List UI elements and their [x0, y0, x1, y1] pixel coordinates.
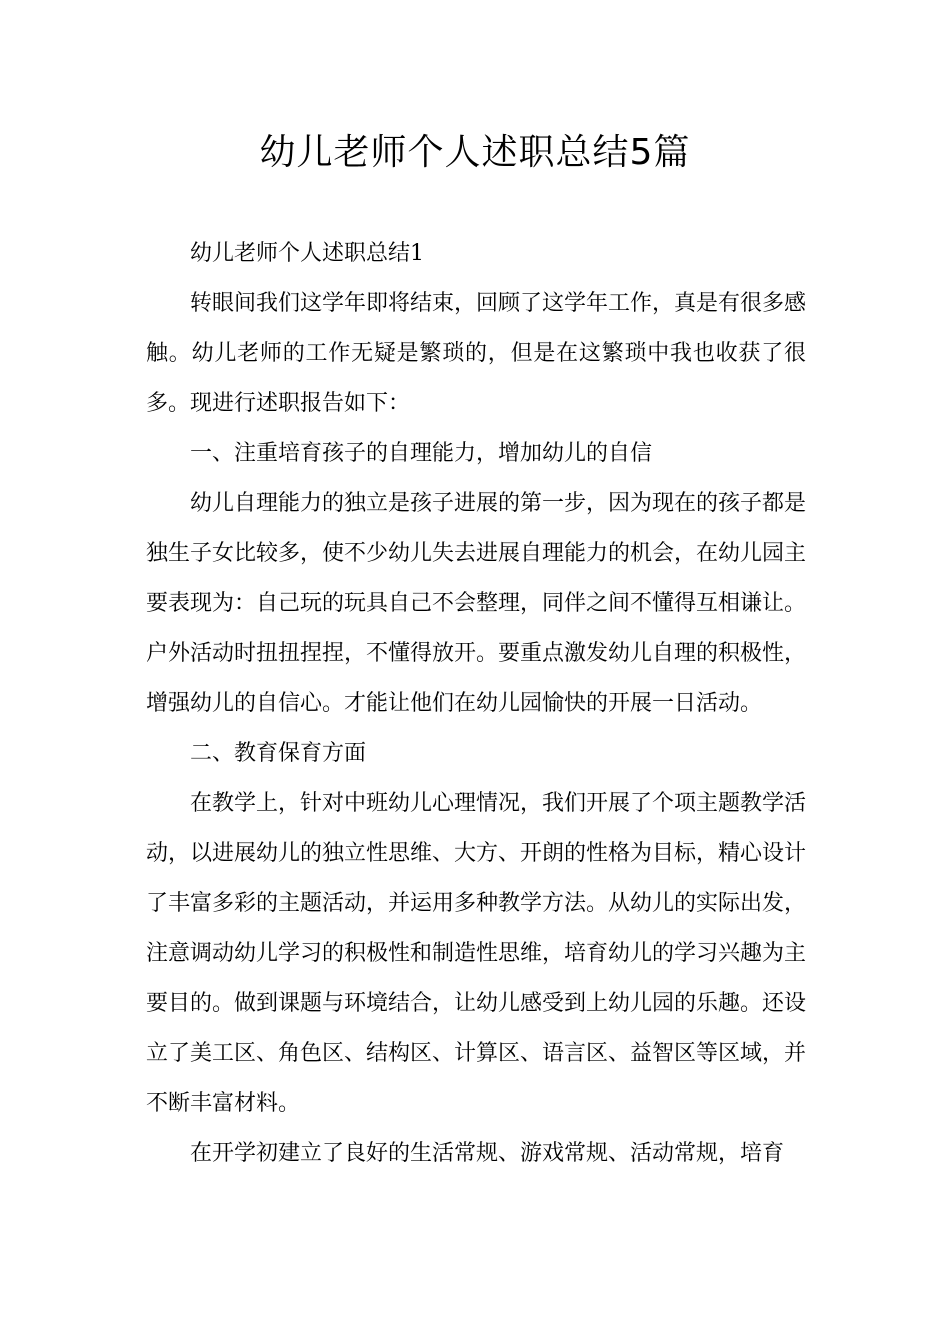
document-body	[146, 229, 806, 1179]
section-heading-education: 二、教育保育方面	[190, 741, 367, 766]
section-heading-self-care: 一、注重培育孩子的自理能力，增加幼儿的自信	[190, 441, 653, 466]
paragraph-intro: 转眼间我们这学年即将结束，回顾了这学年工作，真是有很多感触。幼儿老师的工作无疑是繁琐的，但是在这繁琐中我也收获了很多。现进行述职报告如下：	[146, 291, 807, 416]
document-title: 幼儿老师个人述职总结5篇	[259, 132, 691, 173]
paragraph-self-care: 幼儿自理能力的独立是孩子进展的第一步，因为现在的孩子都是独生子女比较多，使不少幼儿失去进展自理能力的机会，在幼儿园主要表现为：自己玩的玩具自己不会整理，同伴之间不懂得互相谦让。户外活动时扭扭捏捏，不懂得放开。要重点激发幼儿自理的积极性，增强幼儿的自信心。才能让他们在幼儿园愉快的开展一日活动。	[146, 491, 807, 716]
paragraph-teaching: 在教学上，针对中班幼儿心理情况，我们开展了个项主题教学活动，以进展幼儿的独立性思维、大方、开朗的性格为目标，精心设计了丰富多彩的主题活动，并运用多种教学方法。从幼儿的实际出发，注意调动幼儿学习的积极性和制造性思维，培育幼儿的学习兴趣为主要目的。做到课题与环境结合，让幼儿感受到上幼儿园的乐趣。还设立了美工区、角色区、结构区、计算区、语言区、益智区等区域，并不断丰富材料。	[146, 791, 807, 1116]
paragraph-routines: 在开学初建立了良好的生活常规、游戏常规、活动常规，培育	[190, 1141, 785, 1166]
section-heading-summary-1: 幼儿老师个人述职总结1	[190, 241, 424, 266]
